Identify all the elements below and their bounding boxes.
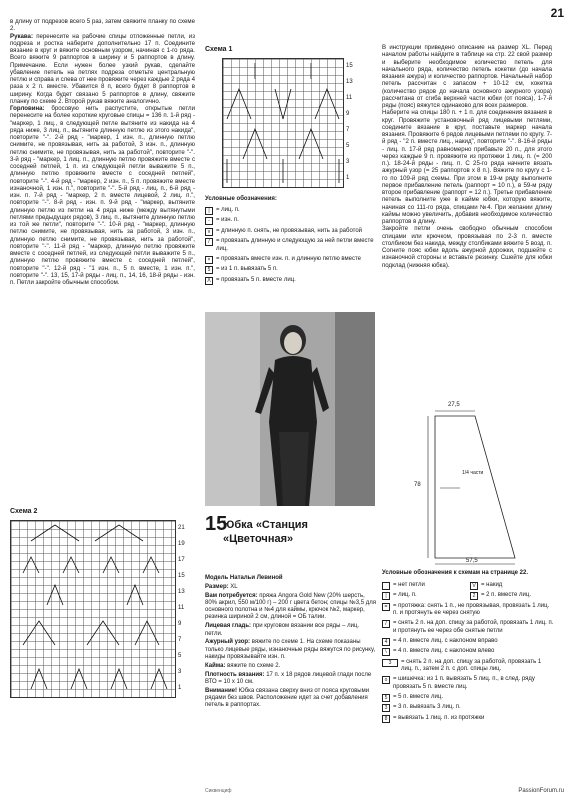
legend-item [382, 694, 554, 702]
decrease-five-symbol-icon: Λ [205, 277, 213, 285]
row-number: 11 [178, 605, 185, 611]
legend-text: = снять 2 п. на доп. спицу за работой, провязать 1 лиц. п., затем 2 п. с доп. спицы лиц. [401, 658, 542, 672]
five-together-symbol-icon: 5 [382, 694, 390, 702]
left-lean-symbol-icon: \ [382, 648, 390, 656]
paragraph [10, 33, 195, 106]
legend-item [382, 715, 554, 723]
knit-symbol-icon: | [382, 592, 390, 600]
three-from-three-symbol-icon: 3 [382, 704, 390, 712]
model-photo [205, 312, 375, 506]
legend-item [205, 207, 377, 215]
paragraph-text: бросовую нить распустите, открытые петли перенесите на более короткие круговые спицы = 136 п. 1-й ряд - "маркер, 1 лиц., в следующей петле вытяните из накида на 4 ряда ниже, 3 лиц. п., вытяните длинную петлю из этого накида", повторите "-". 2-й ряд - "маркер, 1 изн. п., длинную петлю снимите, не провязывая, нить за работой, 3 изн. п., длинную петлю снимите, не провязывая, нить за работой", повторите "-". 3-й ряд - "маркер, 1 лиц. п., длинную петлю провяжите вместе с соседней петлей, 1 п. из следующей петли выважите 5 п., длинную петлю провяжите вместе с соседней петлей", повторите "-". 4-й ряд - "маркер, 2 изн. п., 5 п. провяжите вместе изнаночной, 1 изн. п.", повторите "-". 5-й ряд - лиц. п., 6-й ряд - изн. п. 7-й ряд - "маркер, 2 п. вместе лицевой, 2 лиц. п.", повторите "-". 8-й ряд - изн. п. 9-й ряд - "маркер, вытяните длинную петлю из петли на 4 ряда ниже (между вытянутыми петлями предыдущих рядов), 3 лиц. п., вытяните длинную петлю из той же петли", повторите "-". 10-й ряд - "маркер, длинную петлю снимите, не провязывая, нить за работой, 3 изн. п., длинную петлю снимите, не провязывая, нить за работой", повторите "-". 11-й ряд - "маркер, длинную петлю провяжите вместе с соседней петлей, из следующей петли выважите 5 п., длинную петлю провяжите вместе с соседней петлей", повторите "-". 12-й ряд - "1 изн. п., 5 п. вместе, 1 изн. п.", повторите "-". 13, 15, 17-й ряды - лиц. п., 14, 16, 18-й ряды - изн. п. Петли закройте обычным способом. [10, 105, 195, 286]
bobble-symbol-icon: o [382, 676, 390, 684]
legend-item [205, 228, 377, 236]
legend-item [205, 217, 377, 225]
legend-text: = изн. п. [216, 217, 239, 223]
legend-text: = лиц. п. [216, 206, 240, 213]
knit-from-bar-symbol-icon: 8 [382, 715, 390, 723]
legend-item [205, 256, 377, 264]
legend-text: = провязать 5 п. вместе лиц. [216, 276, 296, 283]
paragraph [10, 105, 195, 286]
materials [205, 593, 377, 622]
legend-item [382, 592, 462, 600]
paragraph-text: перенесите на рабочие спицы отложенные петли, из подреза и ростка наберите дополнительно 17 п. Соедините вязание в круг и вяжите основным узором, начиная с 1-го ряда. Всего вяжите 9 раппортов в ширину и 5 раппортов в длину. Примечание. Если нужен более узкий рукав, сделайте убавление петель на петлях подреза отметьте центральную петлю и справа и слева от нее провяжите через каждые 2 ряда 4 раза х 2 п. вместе. Убавится 8 п, всего будет 8 раппортов в ширину. Когда будет связано 5 раппортов в длину, свяжите планку по схеме 2. Второй рукав вяжите аналогично. [10, 32, 196, 105]
legend-text: = накид [481, 581, 503, 588]
legend-item [382, 659, 554, 674]
legend-page22 [382, 570, 554, 725]
size-line [205, 584, 377, 591]
skirt-diagram [400, 402, 560, 568]
no-stitch-symbol-icon [382, 582, 390, 590]
page-number: 21 [550, 6, 564, 20]
double-pass-symbol-icon: / [382, 620, 390, 628]
value: вяжите по схеме 1. На схеме показаны только лицевые ряды, изнаночные ряды вяжутся по рисунку, накиды провязывайте изн. п. [205, 639, 376, 660]
author: Модель Натальи Левиной [205, 575, 283, 581]
schema2-grid [10, 520, 176, 698]
label: Кайма: [205, 662, 226, 669]
row-number: 15 [346, 63, 353, 69]
legend-row [382, 592, 554, 603]
legend-item [205, 266, 377, 274]
paragraph: в длину от подрезов всего 5 раз, затем свяжите планку по схеме 2. [10, 18, 195, 33]
schema1-row-numbers [346, 58, 353, 186]
pattern-info [205, 575, 377, 711]
skirt-shape [400, 408, 560, 568]
title-line: «Цветочная» [223, 533, 294, 545]
legend-item [382, 638, 554, 646]
value: 17 п. x 18 рядов лицевой глади после ВТО = 10 x 10 см. [205, 671, 372, 685]
title-line: Юбка «Станция [223, 519, 308, 531]
attention-note [205, 688, 377, 710]
row-number: 11 [346, 95, 353, 101]
diagram-bottom-label: 57,5 [466, 558, 478, 564]
value: при круговом вязании все ряды – лиц. петли. [205, 623, 360, 637]
pattern-title [223, 518, 308, 546]
footer-source: Сиквенциф [205, 788, 232, 794]
footer-watermark: PassionForum.ru [518, 788, 564, 794]
row-number: 15 [178, 573, 185, 579]
label: Вам потребуется: [205, 592, 258, 599]
legend-text: = снять 2 п. на доп. спицу за работой, провязать 1 лиц. п. и протянуть ее через обе снятые петли [393, 620, 554, 634]
schema2-row-numbers [178, 520, 185, 696]
schema1-symbols [223, 59, 343, 187]
stitch-stockinette [205, 623, 377, 638]
row-number: 1 [178, 685, 182, 691]
row-number: 13 [178, 589, 185, 595]
legend-item [382, 620, 554, 635]
paragraph: Закройте петли очень свободно обычным способом спицами или крючком, провязывая по 2-3 п. вместе столбиком без накида, между столбиками вяжите 5 возд. п. Согните пояс юбки вдоль ажурной дорожки, подшейте с изнаночной стороны и вставьте резинку. Сшейте для юбки подклад (нижняя юбка). [382, 225, 552, 269]
row-number: 7 [346, 127, 350, 133]
legend-item [470, 592, 531, 600]
legend-text: = протяжка: снять 1 п., не провязывая, провязать 1 лиц. п. и протянуть ее через снятую [393, 602, 550, 616]
legend-item [382, 704, 554, 712]
column-right-text [382, 44, 552, 269]
purl-together-symbol-icon: × [205, 256, 213, 264]
row-number: 17 [178, 557, 185, 563]
legend-row [382, 582, 554, 593]
knit-symbol-icon: | [205, 207, 213, 215]
legend-item [382, 648, 554, 656]
legend-text: = 5 п. вместе лиц. [393, 693, 443, 700]
column-left-text [10, 18, 195, 286]
legend-title: Условные обозначения к схемам на странице 22. [382, 570, 529, 576]
legend-title: Условные обозначения: [205, 196, 277, 202]
legend-text: = 3 п. вывязать 3 лиц. п. [393, 704, 461, 710]
legend-text: = 4 п. вместе лиц. с наклоном влево [393, 648, 495, 654]
legend-schema1 [205, 196, 377, 287]
schema1-title: Схема 1 [205, 46, 233, 53]
row-number: 21 [178, 525, 185, 531]
value: пряжа Angora Gold New (20% шерсть, 80% акрил, 550 м/100 г) – 200 г цвета бетон; спицы №3,5 для основного полотна и №4 для каймы, крючок №2, маркер, резинка шириной 2 см, длиной = ОБ талии. [205, 592, 376, 621]
increase-five-symbol-icon: 5 [205, 266, 213, 274]
k2tog-symbol-icon: 2 [470, 592, 478, 600]
legend-text: = нет петли [393, 581, 425, 588]
legend-item [382, 603, 554, 618]
legend-text: = длинную п. снять, не провязывая, нить за работой [216, 227, 363, 234]
knit-together-symbol-icon: / [205, 238, 213, 246]
cable-symbol-icon: 3 [382, 659, 398, 667]
legend-item [205, 277, 377, 285]
stitch-lace [205, 639, 377, 661]
legend-text: = 2 п. вместе лиц. [481, 592, 531, 598]
value: XL [230, 583, 238, 590]
row-number: 3 [346, 159, 350, 165]
legend-text: = шишечка: из 1 п. вывязать 5 лиц. п., в след. ряду провязать 5 п. вместе лиц. [393, 676, 535, 690]
legend-item [382, 676, 554, 691]
purl-symbol-icon: - [205, 217, 213, 225]
label: Размер: [205, 583, 229, 590]
paragraph: Наберите на спицы 180 п. + 1 п. для соединения вязания в круг. Провяжите установочный ряд лицевыми петлями, соедините вязание в круг, поставьте маркер начала вязания. Провяжите 6 рядов лицевыми петлями по кругу. 7-й ряд - "2 п. вместе лиц., накид", повторите "-". 8-16-й ряды - лиц. п. 17-й ряд равномерно прибавьте 20 п., для этого через каждые 9 п. провяжите из протяжки 1 лиц. п. (= 200 п.). 18-24-й ряды - лиц. п. С 25-го ряда начните вязать ажурный узор (= 25 раппортов x 8 п.). Вяжите по кругу с 1-го по 109-й ряд схемы. При этом в 19-м ряду выполните первое прибавление петель (раппорт = 10 п.), в 59-м ряду второе прибавление (раппорт = 12 п.). Третье прибавление петель выполните уже в кайме юбки, которую вяжите, начиная со 111-го ряда, спицами №4. При желании длину каймы можно увеличить, добавив необходимое количество раппортов в длину. [382, 109, 552, 225]
diagram-top-label: 27,5 [448, 402, 460, 408]
label: Ажурный узор: [205, 639, 251, 646]
heading: Горловина: [10, 105, 45, 112]
schema2-title: Схема 2 [10, 508, 38, 515]
legend-item [205, 238, 377, 253]
row-number: 5 [178, 653, 182, 659]
schema1-grid [222, 58, 344, 188]
legend-text: = провязать длинную и следующую за ней петли вместе лиц. [216, 238, 374, 252]
value: Юбка связана сверху вниз от пояса круговыми рядами без швов. Расположение идет за счет добавления петель в раппортах. [205, 687, 370, 709]
diagram-center-label: 1/4 части [462, 470, 484, 476]
legend-item [470, 582, 502, 590]
legend-text: = провязать вместе изн. п. и длинную петлю вместе [216, 255, 361, 262]
label: Плотность вязания: [205, 671, 265, 678]
gauge [205, 672, 377, 687]
legend-text: = вывязать 1 лиц. п. из протяжки [393, 714, 485, 721]
row-number: 13 [346, 79, 353, 85]
heading: Рукава: [10, 32, 33, 40]
diagram-side-label: 78 [414, 482, 421, 488]
slip-symbol-icon: v [205, 228, 213, 236]
yarn-over-symbol-icon: V [470, 582, 478, 590]
legend-text: = 4 п. вместе лиц. с наклоном вправо [393, 637, 498, 644]
row-number: 3 [178, 669, 182, 675]
label: Внимание! [205, 687, 237, 694]
pass-over-symbol-icon: = [382, 603, 390, 611]
right-lean-symbol-icon: 4 [382, 638, 390, 646]
schema2-symbols [11, 521, 175, 697]
row-number: 5 [346, 143, 350, 149]
row-number: 19 [178, 541, 185, 547]
stitch-border [205, 663, 377, 670]
label: Лицевая гладь: [205, 623, 252, 630]
value: вяжите по схеме 2. [227, 662, 281, 669]
row-number: 9 [346, 111, 350, 117]
legend-text: = из 1 п. вывязать 5 п. [216, 266, 278, 272]
legend-text: = лиц. п. [393, 592, 417, 598]
row-number: 1 [346, 175, 350, 181]
pattern-number: 15 [205, 513, 228, 535]
paragraph: В инструкции приведено описание на размер XL. Перед началом работы найдите в таблице на стр. 22 свой размер и выберите необходимое количество петель для начального ряда, количество петель кокетки (до начала вязания ажура) и количество раппортов. Начальный набор петель рассчитан с запасом + 10-12 см, кокетка (количество рядов до начала основного ажурного узора) рассчитана от сгиба верхней части юбки (от пояса), 1-7-й ряды (пояс) вяжутся одинаково для всех размеров. [382, 44, 552, 109]
row-number: 9 [178, 621, 182, 627]
legend-item [382, 582, 462, 590]
model-silhouette [205, 312, 375, 506]
row-number: 7 [178, 637, 182, 643]
